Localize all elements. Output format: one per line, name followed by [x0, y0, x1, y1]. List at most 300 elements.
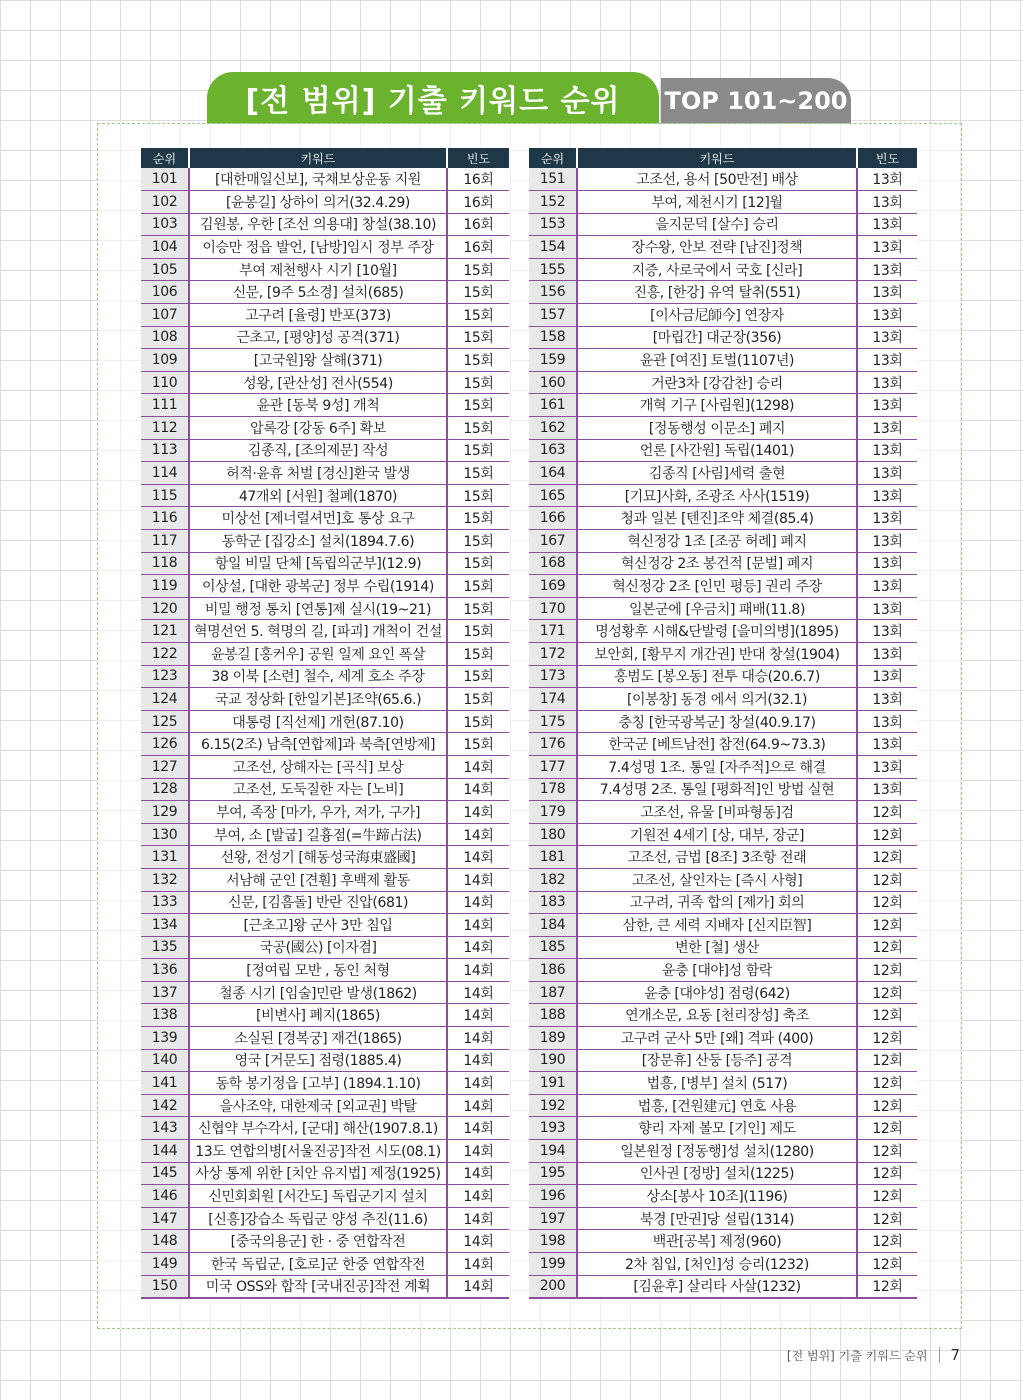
frequency-cell: 14회	[447, 1072, 509, 1095]
keyword-cell: 2차 침입, [처인]성 승리(1232)	[577, 1253, 857, 1276]
frequency-cell: 12회	[857, 868, 917, 891]
frequency-cell: 15회	[447, 439, 509, 462]
table-row	[529, 597, 917, 620]
frequency-cell: 14회	[447, 891, 509, 914]
rank-cell: 183	[529, 891, 577, 914]
table-row	[529, 213, 917, 236]
table-row	[141, 1230, 509, 1253]
rank-cell: 189	[529, 1027, 577, 1050]
frequency-cell: 12회	[857, 1230, 917, 1253]
table-row	[529, 1275, 917, 1298]
table-row	[141, 394, 509, 417]
rank-cell: 200	[529, 1275, 577, 1298]
keyword-cell: 법흥, [병부] 설치 (517)	[577, 1072, 857, 1095]
frequency-cell: 13회	[857, 213, 917, 236]
keyword-cell: [비변사] 폐지(1865)	[189, 1004, 447, 1027]
rank-cell: 103	[141, 213, 189, 236]
rank-cell: 195	[529, 1162, 577, 1185]
keyword-cell: 근초고, [평양]성 공격(371)	[189, 326, 447, 349]
keyword-cell: [이사금尼師今] 연장자	[577, 304, 857, 327]
col-rank: 순위	[529, 148, 577, 168]
rank-cell: 130	[141, 823, 189, 846]
keyword-cell: 성왕, [관산성] 전사(554)	[189, 371, 447, 394]
table-row	[141, 281, 509, 304]
table-row	[141, 439, 509, 462]
table-row	[529, 665, 917, 688]
frequency-cell: 15회	[447, 642, 509, 665]
keyword-cell: [대한매일신보], 국채보상운동 지원	[189, 168, 447, 191]
table-row	[529, 349, 917, 372]
rank-cell: 154	[529, 236, 577, 259]
frequency-cell: 12회	[857, 1253, 917, 1276]
frequency-cell: 14회	[447, 1253, 509, 1276]
frequency-cell: 13회	[857, 168, 917, 191]
rank-cell: 118	[141, 552, 189, 575]
rank-cell: 120	[141, 597, 189, 620]
rank-cell: 121	[141, 620, 189, 643]
keyword-cell: 부여, 소 [발굽] 길흉점(=牛蹄占法)	[189, 823, 447, 846]
rank-cell: 177	[529, 755, 577, 778]
keyword-cell: 윤관 [동북 9성] 개척	[189, 394, 447, 417]
keyword-cell: [중국의용군] 한 · 중 연합작전	[189, 1230, 447, 1253]
table-row	[141, 1140, 509, 1163]
rank-cell: 192	[529, 1094, 577, 1117]
rank-cell: 124	[141, 688, 189, 711]
rank-cell: 169	[529, 575, 577, 598]
table-row	[529, 439, 917, 462]
keyword-cell: 13도 연합의병[서울진공]작전 시도(08.1)	[189, 1140, 447, 1163]
frequency-cell: 14회	[447, 1004, 509, 1027]
frequency-cell: 15회	[447, 552, 509, 575]
table-row	[141, 846, 509, 869]
table-row	[141, 1072, 509, 1095]
frequency-cell: 12회	[857, 1275, 917, 1298]
table-row	[141, 665, 509, 688]
frequency-cell: 14회	[447, 1162, 509, 1185]
rank-cell: 122	[141, 642, 189, 665]
rank-cell: 102	[141, 191, 189, 214]
keyword-cell: 대통령 [직선제] 개헌(87.10)	[189, 710, 447, 733]
rank-cell: 155	[529, 258, 577, 281]
frequency-cell: 13회	[857, 710, 917, 733]
rank-cell: 160	[529, 371, 577, 394]
rank-cell: 111	[141, 394, 189, 417]
frequency-cell: 12회	[857, 1094, 917, 1117]
frequency-cell: 12회	[857, 1162, 917, 1185]
keyword-cell: 고조선, 상해자는 [곡식] 보상	[189, 755, 447, 778]
rank-cell: 181	[529, 846, 577, 869]
keyword-cell: 국공(國公) [이자겸]	[189, 936, 447, 959]
keyword-cell: 김종직 [사림]세력 출현	[577, 462, 857, 485]
rank-cell: 153	[529, 213, 577, 236]
table-row	[529, 642, 917, 665]
frequency-cell: 12회	[857, 846, 917, 869]
keyword-cell: 혁신정강 1조 [조공 허례] 폐지	[577, 530, 857, 553]
keyword-cell: 고조선, 살인자는 [즉시 사형]	[577, 868, 857, 891]
frequency-cell: 13회	[857, 507, 917, 530]
frequency-cell: 15회	[447, 349, 509, 372]
keyword-cell: 혁신정강 2조 [인민 평등] 권리 주장	[577, 575, 857, 598]
table-row	[141, 981, 509, 1004]
rank-cell: 184	[529, 914, 577, 937]
keyword-cell: 압록강 [강동 6주] 확보	[189, 417, 447, 440]
keyword-cell: 국교 정상화 [한일기본]조약(65.6.)	[189, 688, 447, 711]
keyword-cell: 장수왕, 안보 전략 [남진]정책	[577, 236, 857, 259]
rank-cell: 150	[141, 1275, 189, 1298]
rank-cell: 197	[529, 1207, 577, 1230]
table-row	[141, 1049, 509, 1072]
rank-cell: 196	[529, 1185, 577, 1208]
table-row	[529, 823, 917, 846]
rank-cell: 136	[141, 959, 189, 982]
rank-cell: 188	[529, 1004, 577, 1027]
table-row	[529, 281, 917, 304]
table-row	[529, 371, 917, 394]
col-keyword: 키워드	[189, 148, 447, 168]
frequency-cell: 13회	[857, 371, 917, 394]
table-row	[141, 733, 509, 756]
rank-cell: 147	[141, 1207, 189, 1230]
col-keyword: 키워드	[577, 148, 857, 168]
table-row	[529, 1185, 917, 1208]
frequency-cell: 16회	[447, 213, 509, 236]
table-header-row	[529, 148, 917, 168]
keyword-cell: 윤관 [여진] 토벌(1107년)	[577, 349, 857, 372]
frequency-cell: 14회	[447, 1140, 509, 1163]
frequency-cell: 13회	[857, 349, 917, 372]
frequency-cell: 13회	[857, 642, 917, 665]
table-row	[529, 801, 917, 824]
keyword-cell: 신문, [9주 5소경] 설치(685)	[189, 281, 447, 304]
rank-cell: 114	[141, 462, 189, 485]
rank-cell: 115	[141, 484, 189, 507]
frequency-cell: 12회	[857, 1185, 917, 1208]
keyword-cell: 철종 시기 [임술]민란 발생(1862)	[189, 981, 447, 1004]
keyword-cell: 윤충 [대야]성 함락	[577, 959, 857, 982]
keyword-cell: 인사권 [정방] 설치(1225)	[577, 1162, 857, 1185]
rank-cell: 113	[141, 439, 189, 462]
frequency-cell: 14회	[447, 981, 509, 1004]
keyword-cell: 한국군 [베트남전] 참전(64.9~73.3)	[577, 733, 857, 756]
range-badge: TOP 101~200	[661, 78, 851, 124]
frequency-cell: 12회	[857, 959, 917, 982]
col-frequency: 빈도	[447, 148, 509, 168]
keyword-cell: 47개외 [서원] 철폐(1870)	[189, 484, 447, 507]
keyword-cell: 혁명선언 5. 혁명의 길, [파괴] 개척이 건설	[189, 620, 447, 643]
table-row	[529, 1094, 917, 1117]
table-row	[141, 936, 509, 959]
rank-cell: 143	[141, 1117, 189, 1140]
table-row	[529, 1230, 917, 1253]
keyword-cell: 일본원정 [정동행]성 설치(1280)	[577, 1140, 857, 1163]
keyword-cell: 명성황후 시해&단발령 [을미의병](1895)	[577, 620, 857, 643]
rank-cell: 101	[141, 168, 189, 191]
frequency-cell: 13회	[857, 191, 917, 214]
keyword-cell: [정여립 모반 , 동인 처형	[189, 959, 447, 982]
frequency-cell: 14회	[447, 778, 509, 801]
table-row	[529, 462, 917, 485]
frequency-cell: 15회	[447, 417, 509, 440]
table-row	[529, 1049, 917, 1072]
rank-cell: 186	[529, 959, 577, 982]
keyword-cell: 향리 자제 볼모 [기인] 제도	[577, 1117, 857, 1140]
frequency-cell: 14회	[447, 1049, 509, 1072]
rank-cell: 178	[529, 778, 577, 801]
table-row	[529, 868, 917, 891]
rank-cell: 187	[529, 981, 577, 1004]
table-row	[141, 755, 509, 778]
frequency-cell: 14회	[447, 1207, 509, 1230]
table-row	[529, 755, 917, 778]
keyword-cell: [근초고]왕 군사 3만 침입	[189, 914, 447, 937]
table-row	[141, 1253, 509, 1276]
keyword-cell: 기원전 4세기 [상, 대부, 장군]	[577, 823, 857, 846]
frequency-cell: 13회	[857, 755, 917, 778]
col-frequency: 빈도	[857, 148, 917, 168]
table-row	[141, 914, 509, 937]
rank-cell: 146	[141, 1185, 189, 1208]
frequency-cell: 12회	[857, 1207, 917, 1230]
rank-cell: 172	[529, 642, 577, 665]
frequency-cell: 13회	[857, 620, 917, 643]
rank-cell: 151	[529, 168, 577, 191]
keyword-cell: 상소[봉사 10조](1196)	[577, 1185, 857, 1208]
keyword-cell: 고조선, 유물 [비파형동]검	[577, 801, 857, 824]
keyword-cell: [윤봉길] 상하이 의거(32.4.29)	[189, 191, 447, 214]
frequency-cell: 13회	[857, 552, 917, 575]
keyword-table-right	[529, 148, 917, 1299]
page-title: [전 범위] 기출 키워드 순위	[207, 72, 659, 124]
page-number: 7	[950, 1346, 960, 1364]
frequency-cell: 14회	[447, 1117, 509, 1140]
frequency-cell: 13회	[857, 281, 917, 304]
keyword-cell: 동학군 [집강소] 설치(1894.7.6)	[189, 530, 447, 553]
rank-cell: 168	[529, 552, 577, 575]
keyword-cell: 홍범도 [봉오동] 전투 대승(20.6.7)	[577, 665, 857, 688]
keyword-cell: 충칭 [한국광복군] 창설(40.9.17)	[577, 710, 857, 733]
keyword-cell: 7.4성명 1조. 통일 [자주적]으로 해결	[577, 755, 857, 778]
rank-cell: 148	[141, 1230, 189, 1253]
rank-cell: 134	[141, 914, 189, 937]
keyword-cell: 선왕, 전성기 [해동성국海東盛國]	[189, 846, 447, 869]
keyword-cell: 일본군에 [우금치] 패배(11.8)	[577, 597, 857, 620]
frequency-cell: 12회	[857, 1049, 917, 1072]
rank-cell: 185	[529, 936, 577, 959]
frequency-cell: 14회	[447, 846, 509, 869]
keyword-cell: 백관[공복] 제정(960)	[577, 1230, 857, 1253]
frequency-cell: 15회	[447, 484, 509, 507]
frequency-cell: 13회	[857, 665, 917, 688]
keyword-table-left	[141, 148, 509, 1299]
frequency-cell: 13회	[857, 326, 917, 349]
keyword-cell: [고국원]왕 살해(371)	[189, 349, 447, 372]
table-row	[529, 936, 917, 959]
rank-cell: 173	[529, 665, 577, 688]
table-row	[141, 1004, 509, 1027]
keyword-cell: 미상선 [제너럴셔먼]호 통상 요구	[189, 507, 447, 530]
table-row	[141, 1275, 509, 1298]
rank-cell: 163	[529, 439, 577, 462]
frequency-cell: 13회	[857, 688, 917, 711]
keyword-cell: 고조선, 용서 [50만전] 배상	[577, 168, 857, 191]
frequency-cell: 15회	[447, 575, 509, 598]
rank-cell: 176	[529, 733, 577, 756]
table-row	[529, 236, 917, 259]
frequency-cell: 14회	[447, 801, 509, 824]
keyword-cell: 삼한, 큰 세력 지배자 [신지臣智]	[577, 914, 857, 937]
rank-cell: 105	[141, 258, 189, 281]
frequency-cell: 13회	[857, 394, 917, 417]
frequency-cell: 15회	[447, 371, 509, 394]
table-row	[529, 981, 917, 1004]
table-row	[529, 258, 917, 281]
keyword-cell: [마립간] 대군장(356)	[577, 326, 857, 349]
keyword-cell: [기묘]사화, 조광조 사사(1519)	[577, 484, 857, 507]
keyword-cell: 38 이북 [소련] 철수, 세계 호소 주장	[189, 665, 447, 688]
keyword-cell: 미국 OSS와 합작 [국내진공]작전 계획	[189, 1275, 447, 1298]
frequency-cell: 15회	[447, 530, 509, 553]
frequency-cell: 13회	[857, 484, 917, 507]
table-row	[141, 168, 509, 191]
frequency-cell: 15회	[447, 688, 509, 711]
frequency-cell: 15회	[447, 597, 509, 620]
keyword-cell: 진흥, [한강] 유역 탈취(551)	[577, 281, 857, 304]
table-row	[529, 530, 917, 553]
rank-cell: 145	[141, 1162, 189, 1185]
rank-cell: 170	[529, 597, 577, 620]
frequency-cell: 12회	[857, 1140, 917, 1163]
table-row	[141, 484, 509, 507]
table-row	[141, 462, 509, 485]
rank-cell: 175	[529, 710, 577, 733]
table-row	[141, 417, 509, 440]
keyword-cell: 고구려 [율령] 반포(373)	[189, 304, 447, 327]
keyword-cell: 지증, 사로국에서 국호 [신라]	[577, 258, 857, 281]
rank-cell: 109	[141, 349, 189, 372]
rank-cell: 123	[141, 665, 189, 688]
frequency-cell: 14회	[447, 1027, 509, 1050]
keyword-cell: 윤충 [대야성] 점령(642)	[577, 981, 857, 1004]
rank-cell: 128	[141, 778, 189, 801]
rank-cell: 142	[141, 1094, 189, 1117]
footer-divider	[939, 1347, 940, 1363]
frequency-cell: 14회	[447, 936, 509, 959]
rank-cell: 180	[529, 823, 577, 846]
rank-cell: 126	[141, 733, 189, 756]
frequency-cell: 14회	[447, 1275, 509, 1298]
keyword-cell: 윤봉길 [홍커우] 공원 일제 요인 폭살	[189, 642, 447, 665]
keyword-cell: [신흥]강습소 독립군 양성 추진(11.6)	[189, 1207, 447, 1230]
table-row	[141, 236, 509, 259]
frequency-cell: 13회	[857, 258, 917, 281]
table-row	[141, 530, 509, 553]
table-row	[529, 1004, 917, 1027]
frequency-cell: 15회	[447, 507, 509, 530]
keyword-cell: 북경 [만권]당 설립(1314)	[577, 1207, 857, 1230]
table-row	[529, 846, 917, 869]
rank-cell: 144	[141, 1140, 189, 1163]
rank-cell: 165	[529, 484, 577, 507]
keyword-cell: 고구려 군사 5만 [왜] 격파 (400)	[577, 1027, 857, 1050]
rank-cell: 135	[141, 936, 189, 959]
keyword-cell: 소실된 [경복궁] 재건(1865)	[189, 1027, 447, 1050]
frequency-cell: 15회	[447, 281, 509, 304]
frequency-cell: 13회	[857, 417, 917, 440]
frequency-cell: 13회	[857, 439, 917, 462]
table-row	[141, 710, 509, 733]
frequency-cell: 15회	[447, 258, 509, 281]
keyword-cell: 거란3차 [강감찬] 승리	[577, 371, 857, 394]
table-row	[529, 1072, 917, 1095]
frequency-cell: 12회	[857, 936, 917, 959]
table-row	[141, 620, 509, 643]
table-row	[529, 168, 917, 191]
frequency-cell: 12회	[857, 891, 917, 914]
keyword-cell: 6.15(2조) 남측[연합제]과 북측[연방제]	[189, 733, 447, 756]
rank-cell: 125	[141, 710, 189, 733]
rank-cell: 161	[529, 394, 577, 417]
keyword-cell: 한국 독립군, [호로]군 한중 연합작전	[189, 1253, 447, 1276]
rank-cell: 138	[141, 1004, 189, 1027]
rank-cell: 149	[141, 1253, 189, 1276]
frequency-cell: 12회	[857, 823, 917, 846]
keyword-cell: 신문, [김흠돌] 반란 진압(681)	[189, 891, 447, 914]
rank-cell: 107	[141, 304, 189, 327]
table-row	[529, 1117, 917, 1140]
table-row	[529, 304, 917, 327]
rank-cell: 141	[141, 1072, 189, 1095]
rank-cell: 194	[529, 1140, 577, 1163]
table-row	[529, 914, 917, 937]
rank-cell: 140	[141, 1049, 189, 1072]
rank-cell: 193	[529, 1117, 577, 1140]
table-row	[529, 620, 917, 643]
keyword-cell: 연개소문, 요동 [천리장성] 축조	[577, 1004, 857, 1027]
table-row	[529, 1140, 917, 1163]
table-row	[141, 823, 509, 846]
rank-cell: 179	[529, 801, 577, 824]
rank-cell: 132	[141, 868, 189, 891]
table-row	[529, 1253, 917, 1276]
frequency-cell: 14회	[447, 914, 509, 937]
frequency-cell: 13회	[857, 597, 917, 620]
table-row	[141, 1094, 509, 1117]
table-row	[141, 959, 509, 982]
keyword-cell: [이봉창] 동경 에서 의거(32.1)	[577, 688, 857, 711]
rank-cell: 171	[529, 620, 577, 643]
rank-cell: 164	[529, 462, 577, 485]
table-row	[141, 507, 509, 530]
rank-cell: 199	[529, 1253, 577, 1276]
rank-cell: 104	[141, 236, 189, 259]
rank-cell: 133	[141, 891, 189, 914]
keyword-cell: 부여, 제천시기 [12]월	[577, 191, 857, 214]
table-row	[141, 371, 509, 394]
keyword-cell: 신협약 부수각서, [군대] 해산(1907.8.1)	[189, 1117, 447, 1140]
keyword-cell: 을사조약, 대한제국 [외교권] 박탈	[189, 1094, 447, 1117]
table-row	[529, 552, 917, 575]
frequency-cell: 13회	[857, 778, 917, 801]
rank-cell: 182	[529, 868, 577, 891]
keyword-cell: 사상 통제 위한 [치안 유지법] 제정(1925)	[189, 1162, 447, 1185]
frequency-cell: 13회	[857, 575, 917, 598]
keyword-cell: 언론 [사간원] 독립(1401)	[577, 439, 857, 462]
frequency-cell: 15회	[447, 665, 509, 688]
keyword-cell: [정동행성 이문소] 폐지	[577, 417, 857, 440]
table-row	[141, 1185, 509, 1208]
table-row	[141, 868, 509, 891]
table-row	[141, 1162, 509, 1185]
